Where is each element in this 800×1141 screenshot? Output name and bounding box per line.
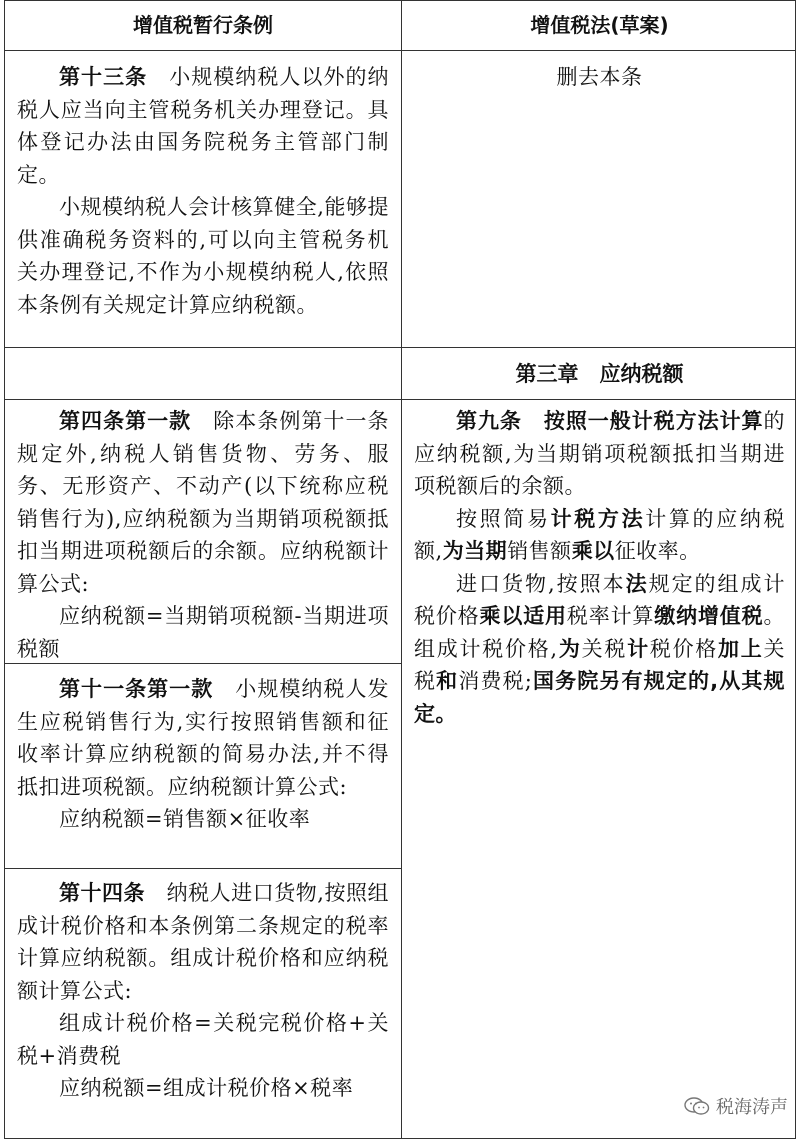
article-14-cell xyxy=(5,877,401,1105)
delete-article-cell xyxy=(402,61,797,94)
article-9-span: 消费税; xyxy=(458,669,533,693)
article-9-bold-span: 缴纳增值税 xyxy=(654,604,764,628)
article-9-bold-span: 为 xyxy=(557,636,582,661)
article-4-formula: 应纳税额=当期销项税额-当期进项税额 xyxy=(17,604,389,661)
chapter-heading: 第三章 应纳税额 xyxy=(515,362,684,386)
header-divider xyxy=(5,50,795,51)
article-14-formula-2: 应纳税额=组成计税价格×税率 xyxy=(59,1076,354,1100)
article-11-title: 第十一条第一款 xyxy=(59,677,214,701)
article-11-formula: 应纳税额=销售额×征收率 xyxy=(59,807,311,831)
column-header-right: 增值税法(草案) xyxy=(530,13,669,37)
article-9-bold-span: 和 xyxy=(436,669,459,693)
article-13-title: 第十三条 xyxy=(59,65,148,89)
row-divider xyxy=(5,868,401,869)
article-9-span: 的应纳税额,为当期销项税额抵扣当期进项税额后的余额。 xyxy=(414,409,785,498)
article-9-para-3 xyxy=(414,568,785,731)
article-13-para-1 xyxy=(17,61,389,191)
article-11-text: 小规模纳税人发生应税销售行为,实行按照销售额和征收率计算应纳税额的简易办法,并不得抵扣进项税额。应纳税额计算公式: xyxy=(17,677,389,799)
article-4-cell xyxy=(5,405,401,665)
article-9-span: 税率计算 xyxy=(566,604,655,628)
article-14-title: 第十四条 xyxy=(59,881,146,905)
article-11-para xyxy=(17,673,389,803)
delete-article-text: 删去本条 xyxy=(556,65,643,89)
watermark-text: 税海涛声 xyxy=(716,1097,788,1118)
article-14-formula-1: 组成计税价格=关税完税价格+关税+消费税 xyxy=(17,1011,389,1068)
article-9-bold-span: 计 xyxy=(627,636,650,661)
comparison-table xyxy=(4,0,796,1139)
article-9-span: 关税 xyxy=(581,636,628,661)
article-9-span: 关税 xyxy=(414,636,786,693)
article-11-cell xyxy=(5,673,401,836)
article-4-text: 除本条例第十一条规定外,纳税人销售货物、劳务、服务、无形资产、不动产(以下统称应税销售行为),应纳税额为当期销项税额抵扣当期进项税额后的余额。应纳税额计算公式: xyxy=(17,409,390,596)
article-9-bold-span: 第九条 按照一般计税方法计算 xyxy=(456,409,764,433)
article-4-title: 第四条第一款 xyxy=(59,409,192,433)
column-header-left: 增值税暂行条例 xyxy=(133,13,273,37)
article-9-span: 。组成计税价格, xyxy=(414,604,785,661)
article-13-para-2: 小规模纳税人会计核算健全,能够提供准确税务资料的,可以向主管税务机关办理登记,不作为小规模纳税人,依照本条例有关规定计算应纳税额。 xyxy=(17,195,389,317)
article-9-bold-span: 法 xyxy=(625,571,649,596)
row-divider xyxy=(5,399,795,400)
article-9-span: 规定的组成计税价格 xyxy=(414,571,786,628)
article-9-span: 按照简易 xyxy=(456,506,551,531)
article-9-span: 征收率。 xyxy=(614,539,701,563)
row-divider xyxy=(5,347,795,348)
article-9-bold-span: 乘以 xyxy=(571,539,615,563)
article-13-text: 小规模纳税人以外的纳税人应当向主管税务机关办理登记。具体登记办法由国务院税务主管部门制定。 xyxy=(17,65,390,187)
article-14-text: 纳税人进口货物,按照组成计税价格和本条例第二条规定的税率计算应纳税额。组成计税价格和应纳税额计算公式: xyxy=(17,881,389,1003)
article-14-para xyxy=(17,877,389,1007)
article-9-bold-span: 国务院另有规定的,从其规定。 xyxy=(414,669,786,726)
article-13-cell xyxy=(5,61,401,321)
article-9-para-1 xyxy=(414,405,785,503)
article-9-cell xyxy=(402,405,797,730)
article-9-span: 销售额 xyxy=(507,539,572,563)
article-9-span: 计算的应纳税额, xyxy=(414,506,786,563)
article-9-bold-span: 加上 xyxy=(718,636,764,661)
article-4-para xyxy=(17,405,389,600)
article-9-span: 税价格 xyxy=(649,636,719,661)
watermark xyxy=(684,1093,788,1119)
article-9-bold-span: 为当期 xyxy=(442,539,508,563)
article-9-para-2 xyxy=(414,503,785,568)
article-9-bold-span: 计税方法 xyxy=(550,506,646,531)
article-9-bold-span: 乘以适用 xyxy=(479,604,567,628)
wechat-icon xyxy=(684,1097,710,1115)
article-9-span: 进口货物,按照本 xyxy=(456,571,626,596)
